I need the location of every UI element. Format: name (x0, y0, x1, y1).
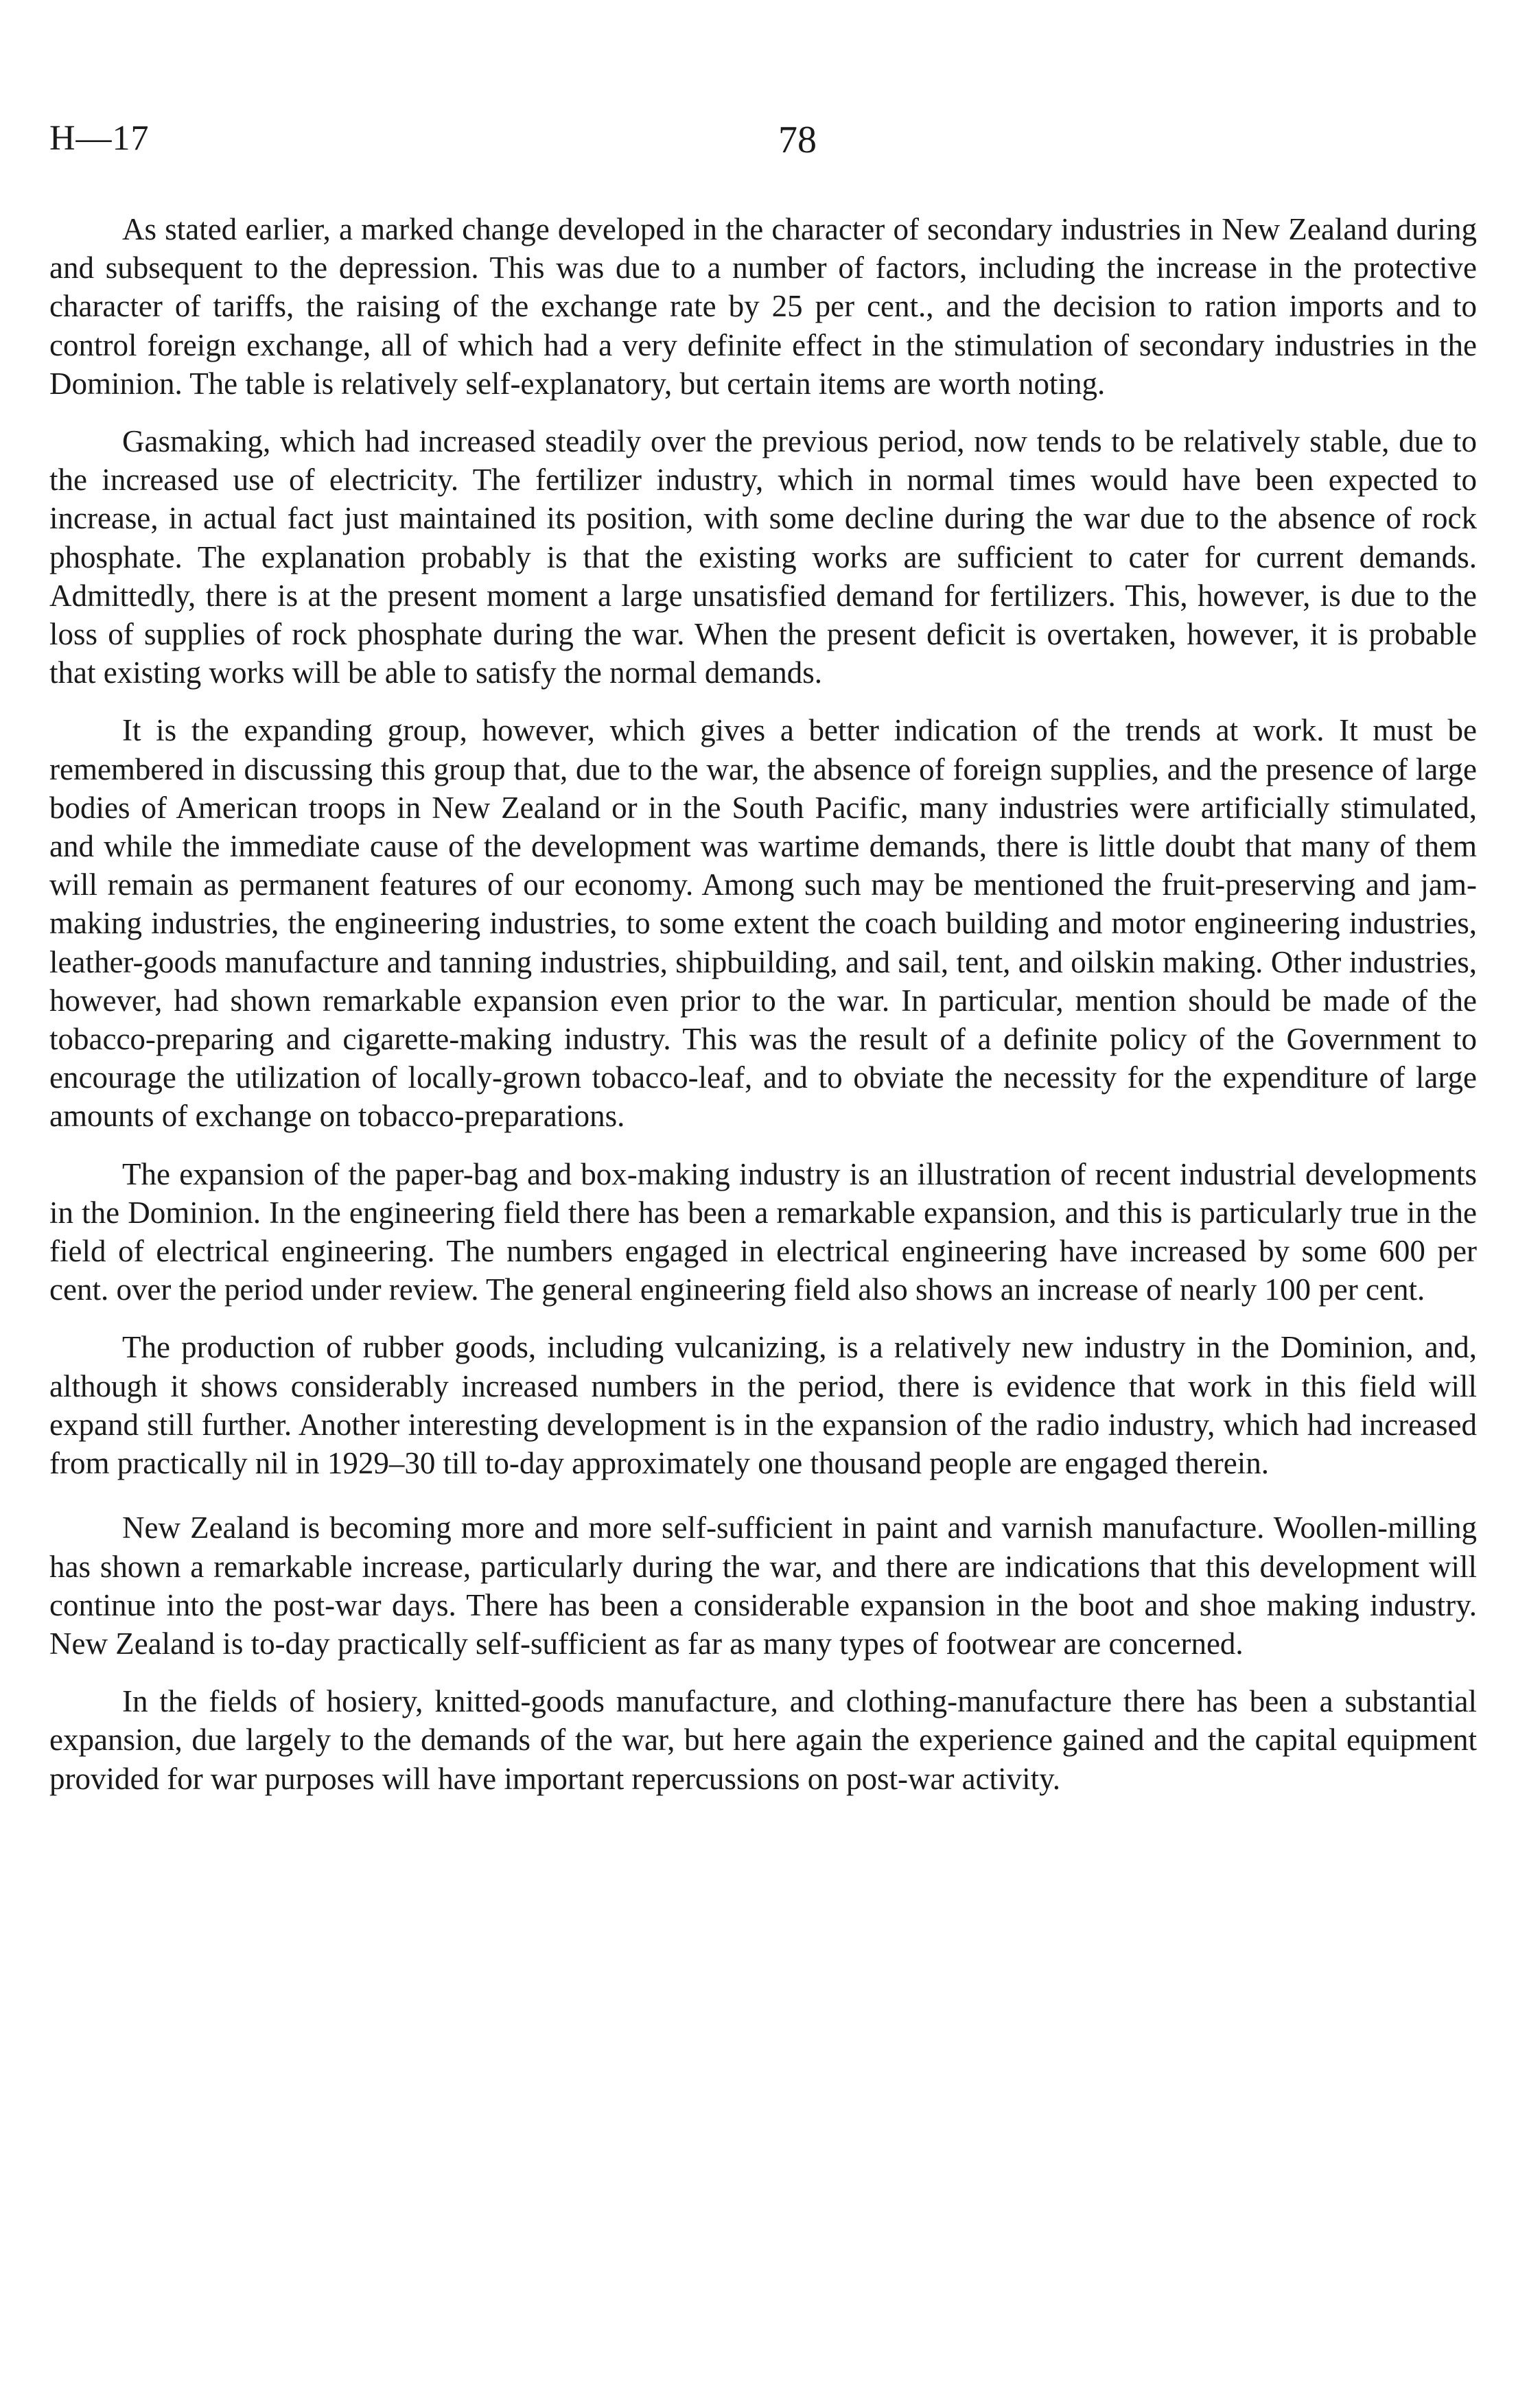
body-text (49, 210, 1477, 1817)
page-header (49, 115, 1477, 170)
paragraph-paper-bag-engineering: The expansion of the paper-bag and box-making industry is an illustration of recent industrial developments in the Dominion. In the engineering field there has been a remarkable expansion, and this is particularly true in the field of electrical engineering. The numbers engaged in electrical engineering have increased by some 600 per cent. over the period under review. The general engineering field also shows an increase of nearly 100 per cent. (49, 1156, 1477, 1307)
paragraph-expanding-group: It is the expanding group, however, which gives a better indication of the trends at work. It must be remembered in discussing this group that, due to the war, the absence of foreign supplies, and the presence of large bodies of American troops in New Zealand or in the South Pacific, many industries were artificially stimulated, and while the immediate cause of the development was wartime demands, there is little doubt that many of them will remain as permanent features of our economy. Among such may be mentioned the fruit-preserving and jam-making industries, the engineering industries, to some extent the coach building and motor engineering industries, leather-goods manufacture and tanning industries, shipbuilding, and sail, tent, and oilskin making. Other industries, however, had shown remarkable expansion even prior to the war. In particular, mention should be made of the tobacco-preparing and cigarette-making industry. This was the result of a definite policy of the Government to encourage the utilization of locally-grown tobacco-leaf, and to obviate the necessity for the expenditure of large amounts of exchange on tobacco-preparations. (49, 713, 1477, 1134)
paragraph-gasmaking-fertilizer: Gasmaking, which had increased steadily over the previous period, now tends to be relatively stable, due to the increased use of electricity. The fertilizer industry, which in normal times would have been expected to increase, in actual fact just maintained its position, with some decline during the war due to the absence of rock phosphate. The explanation probably is that the existing works are sufficient to cater for current demands. Admittedly, there is at the present moment a large unsatisfied demand for fertilizers. This, however, is due to the loss of supplies of rock phosphate during the war. When the present deficit is overtaken, however, it is probable that existing works will be able to satisfy the normal demands. (49, 424, 1477, 690)
paragraph-secondary-industries: As stated earlier, a marked change developed in the character of secondary industries in New Zealand during and subsequent to the depression. This was due to a number of factors, including the increase in the protective character of tariffs, the raising of the exchange rate by 25 per cent., and the decision to ration imports and to control foreign exchange, all of which had a very definite effect in the stimulation of secondary industries in the Dominion. The table is relatively self-explanatory, but certain items are worth noting. (49, 212, 1477, 401)
paragraph-hosiery-clothing: In the fields of hosiery, knitted-goods manufacture, and clothing-manufacture there has been a substantial expansion, due largely to the demands of the war, but here again the experience gained and the capital equipment provided for war purposes will have important repercussions on post-war activity. (49, 1684, 1477, 1796)
paragraph-rubber-radio: The production of rubber goods, including vulcanizing, is a relatively new industry in the Dominion, and, although it shows considerably increased numbers in the period, there is evidence that work in this field will expand still further. Another interesting development is in the expansion of the radio industry, which had increased from practically nil in 1929–30 till to-day approximately one thousand people are engaged therein. (49, 1330, 1477, 1481)
document-reference: H—17 (49, 119, 150, 158)
page-number: 78 (778, 119, 817, 161)
paragraph-paint-woollen-footwear: New Zealand is becoming more and more self-sufficient in paint and varnish manufacture. Woollen-milling has shown a remarkable increase, particularly during the war, and there are indications that this development will continue into the post-war days. There has been a considerable expansion in the boot and shoe making industry. New Zealand is to-day practically self-sufficient as far as many types of footwear are concerned. (49, 1510, 1477, 1661)
